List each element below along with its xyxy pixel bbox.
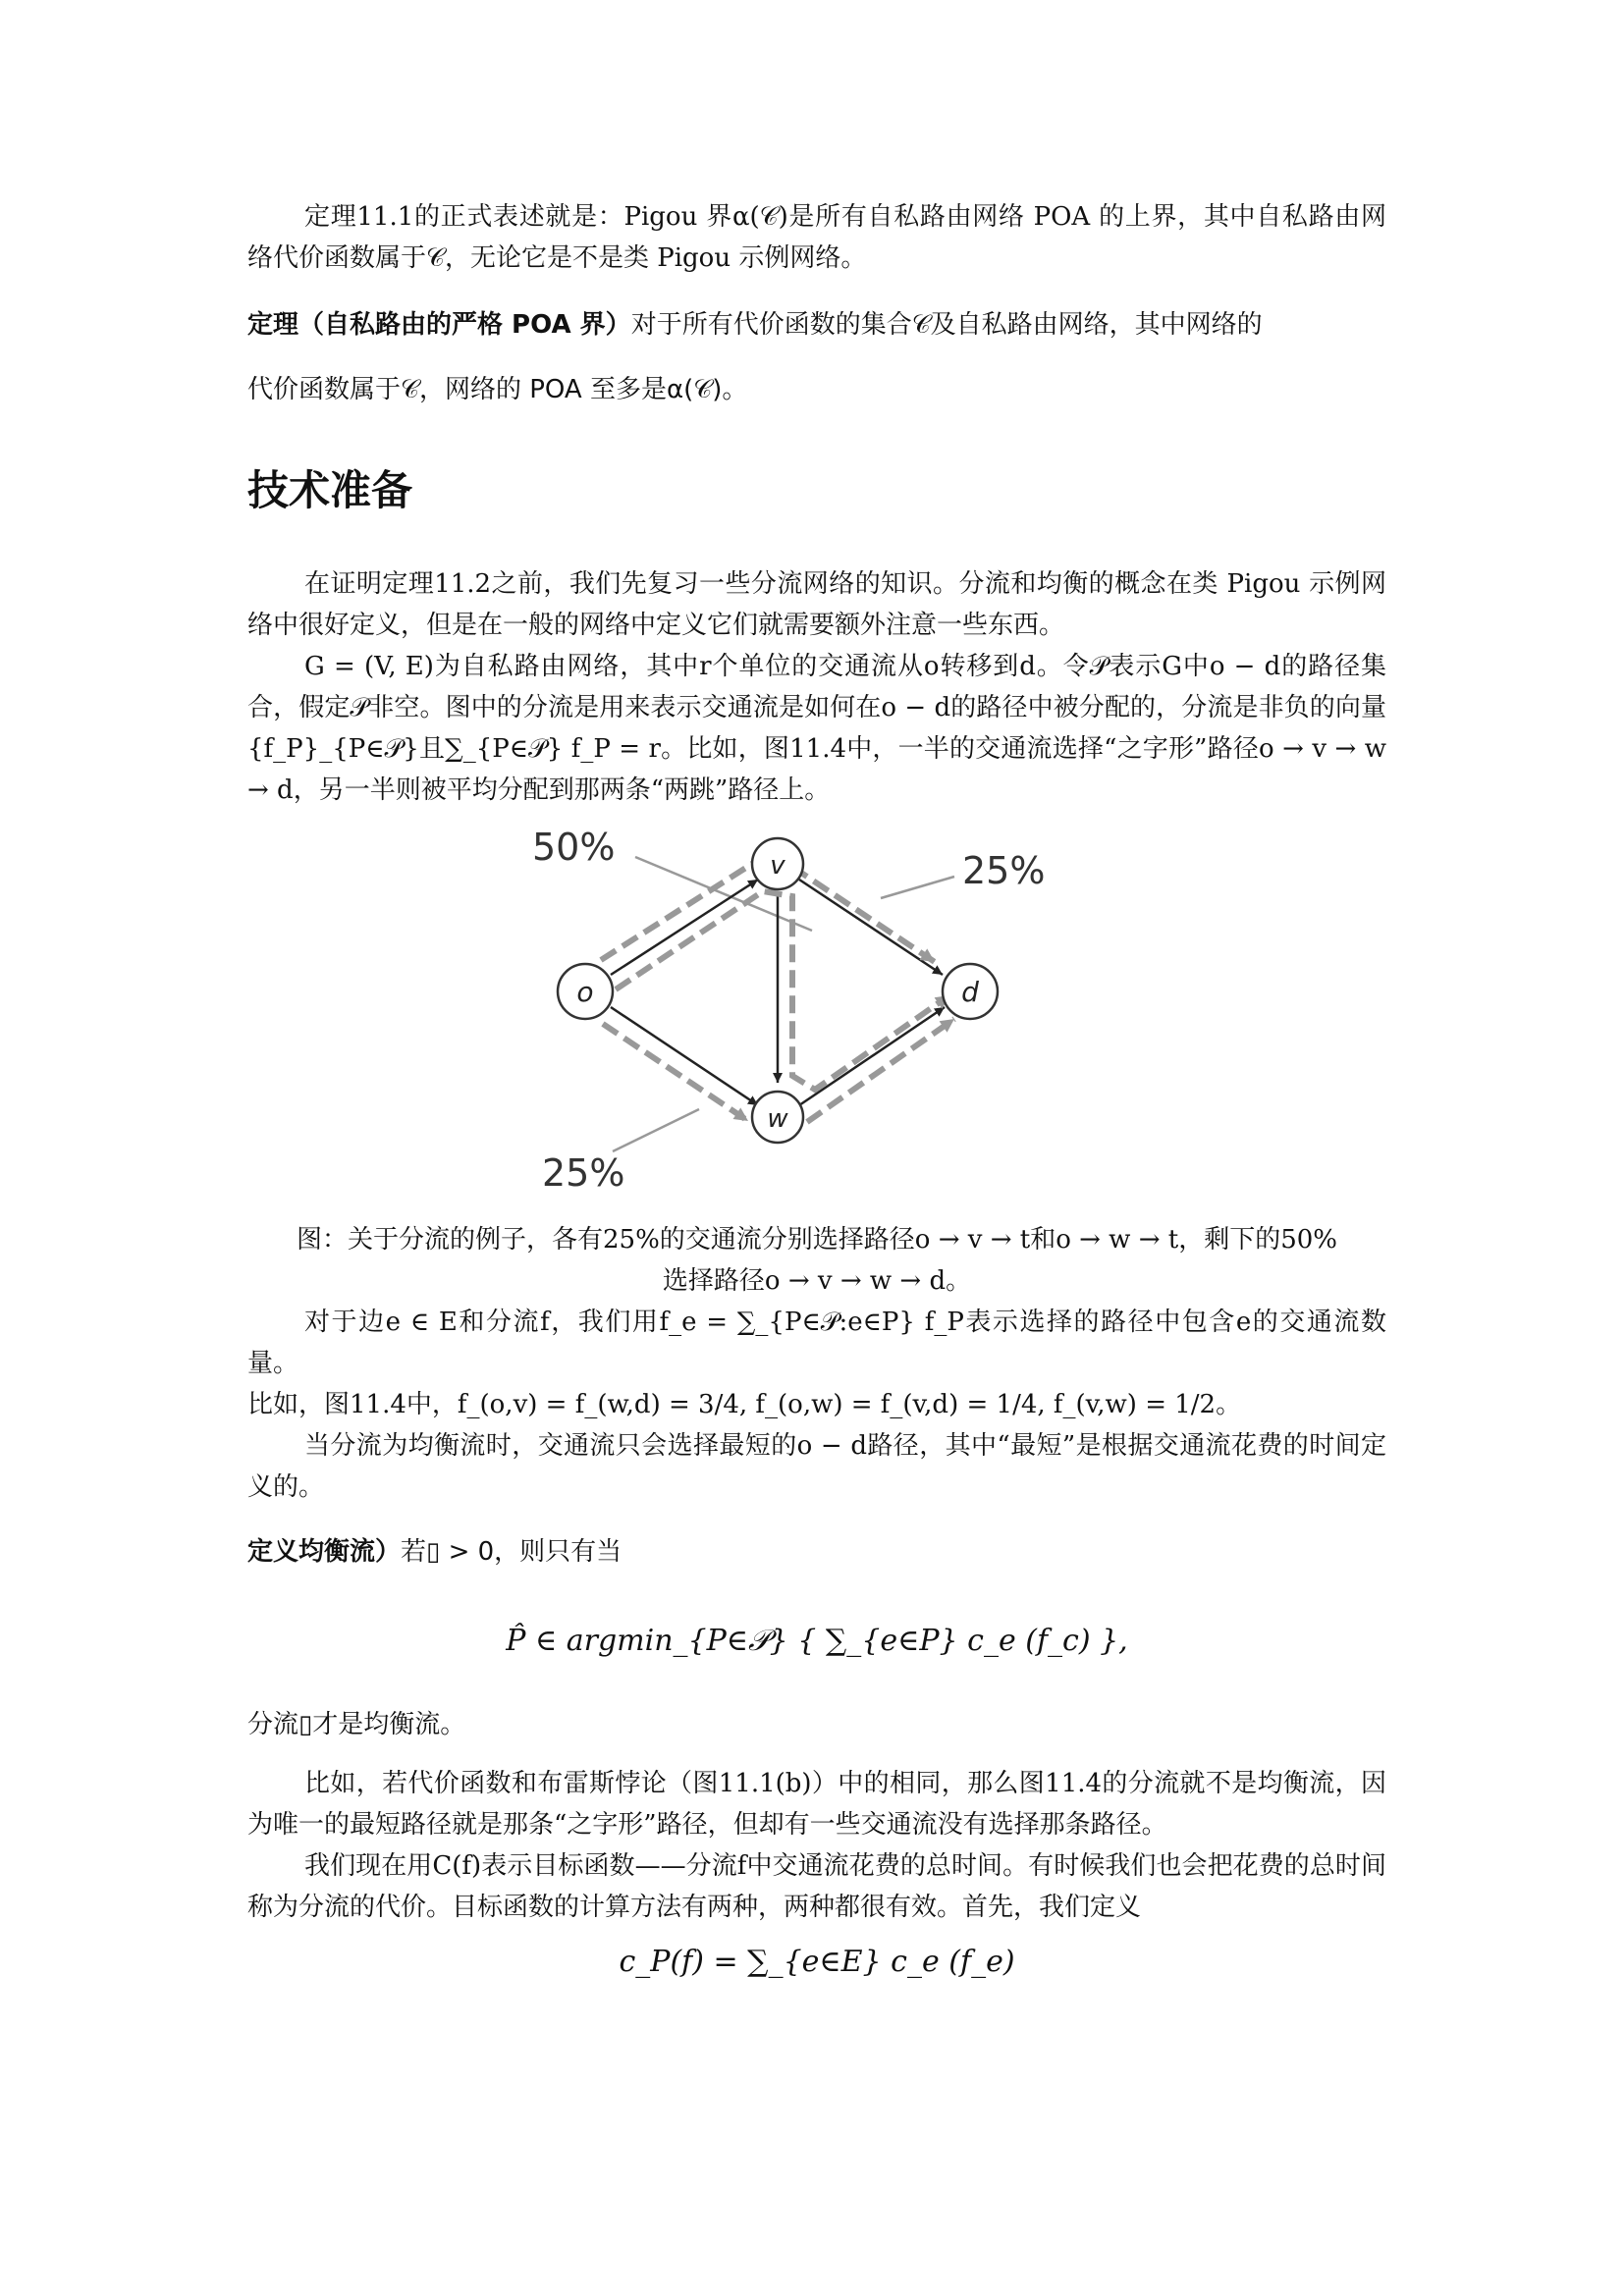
theorem-block	[247, 293, 1386, 422]
theorem-line-1: 对于所有代价函数的集合𝒞及自私路由网络，其中网络的	[630, 310, 1263, 340]
paragraph-equilibrium-intro: 当分流为均衡流时，交通流只会选择最短的o − d路径，其中“最短”是根据交通流花费的时间定义的。	[247, 1431, 1386, 1502]
flow-network-figure	[532, 823, 1131, 1205]
paragraph-pigou-bound: 定理11.1的正式表述就是：Pigou 界α(𝒞)是所有自私路由网络 POA 的上界，其中自私路由网络代价函数属于𝒞，无论它是不是类 Pigou 示例网络。	[247, 202, 1386, 273]
paragraph-edge-flow: 对于边e ∈ E和分流f，我们用f_e = ∑_{P∈𝒫:e∈P} f_P表示选择的路径中包含e的交通流数量。	[247, 1308, 1386, 1378]
paragraph-braess-example: 比如，若代价函数和布雷斯悖论（图11.1(b)）中的相同，那么图11.4的分流就不是均衡流，因为唯一的最短路径就是那条“之字形”路径，但却有一些交通流没有选择那条路径。	[247, 1769, 1386, 1840]
definition-text: 若▯ > 0，则只有当	[401, 1537, 623, 1567]
definition-heading: 定义均衡流）	[247, 1537, 402, 1567]
pointer-line-25-bottom	[613, 1109, 699, 1151]
section-title: 技术准备	[247, 466, 413, 514]
node-d-label: d	[961, 976, 979, 1008]
flow-network-diagram	[532, 823, 1131, 1205]
edge-w-d	[799, 1007, 945, 1105]
caption-line-1: 图：关于分流的例子，各有25%的交通流分别选择路径o → v → t和o → w → t，剩下的50%	[297, 1225, 1337, 1255]
edge-o-v	[611, 880, 758, 975]
figure-caption	[247, 1219, 1386, 1302]
edge-o-w	[611, 1007, 758, 1105]
label-25-percent-bottom: 25%	[542, 1151, 625, 1195]
label-25-percent-top: 25%	[962, 849, 1046, 892]
pointer-line-25-top	[881, 877, 954, 898]
flow-path-v-d	[792, 867, 935, 962]
paragraph-flow-definition: G = (V, E)为自私路由网络，其中r个单位的交通流从o转移到d。令𝒫表示G中o − d的路径集合，假定𝒫非空。图中的分流是用来表示交通流是如何在o − d的路径中被分配的，分流是非负的向量{f_P}_{P∈𝒫}且∑_{P∈𝒫} f_P = r。比如，图11.4中，一半的交通流选择“之字形”路径o → v → w → d，另一半则被平均分配到那两条“两跳”路径上。	[247, 652, 1386, 805]
paragraph-objective-function: 我们现在用C(f)表示目标函数——分流f中交通流花费的总时间。有时候我们也会把花费的总时间称为分流的代价。目标函数的计算方法有两种，两种都很有效。首先，我们定义	[247, 1851, 1386, 1922]
definition-block	[247, 1531, 1386, 1573]
label-50-percent: 50%	[532, 826, 616, 869]
node-w-label: w	[767, 1104, 788, 1134]
node-o-label: o	[576, 976, 594, 1008]
paragraph-edge-flow-example: 比如，图11.4中，f_(o,v) = f_(w,d) = 3/4, f_(o,w) = f_(v,d) = 1/4, f_(v,w) = 1/2。	[247, 1390, 1242, 1419]
equation-argmin: P̂ ∈ argmin_{P∈𝒫} { ∑_{e∈P} c_e (f_c) },	[506, 1624, 1128, 1658]
paragraph-intro: 在证明定理11.2之前，我们先复习一些分流网络的知识。分流和均衡的概念在类 Pigou 示例网络中很好定义，但是在一般的网络中定义它们就需要额外注意一些东西。	[247, 569, 1386, 640]
page-content	[247, 196, 1386, 1997]
flow-path-o-w	[603, 1024, 748, 1121]
equation-path-cost: c_P(f) = ∑_{e∈E} c_e (f_e)	[619, 1945, 1015, 1979]
flow-path-w-d	[807, 1019, 954, 1122]
edge-v-d	[799, 880, 943, 975]
theorem-heading: 定理（自私路由的严格 POA 界）	[247, 310, 631, 340]
theorem-line-2: 代价函数属于𝒞，网络的 POA 至多是α(𝒞)。	[247, 375, 748, 404]
node-v-label: v	[770, 851, 785, 881]
definition-end: 分流▯才是均衡流。	[247, 1710, 466, 1739]
caption-line-2: 选择路径o → v → w → d。	[662, 1266, 972, 1296]
